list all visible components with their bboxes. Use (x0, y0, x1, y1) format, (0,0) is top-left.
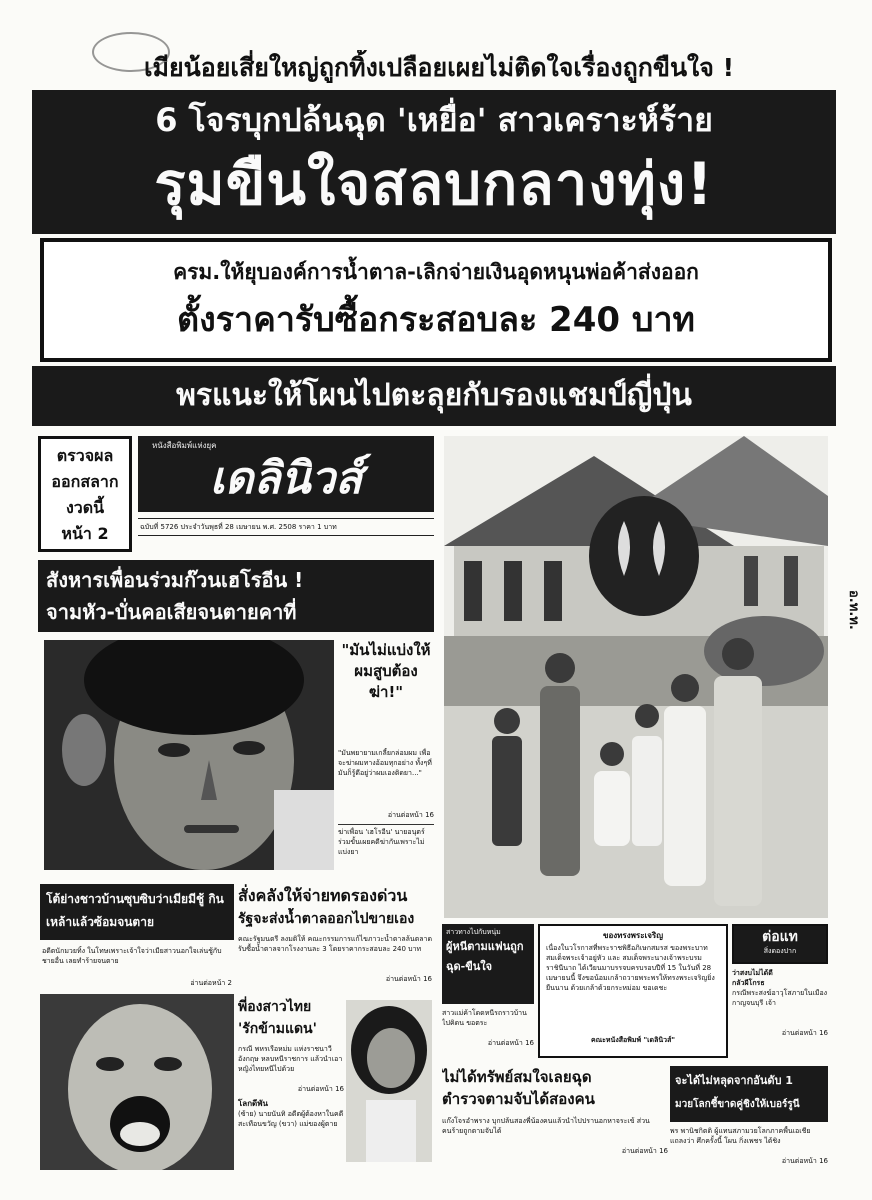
abduction-kicker: สาวทางไปกับหนุ่ม (446, 928, 501, 936)
royal-family-photo (444, 436, 828, 918)
siblings-sub-body: (ซ้าย) นายนันทิ อดีตผู้ต้องหาในคดีสะเทือนขวัญ (ขวา) แม่ของผู้ตาย (238, 1110, 344, 1128)
main-headline-block (32, 90, 836, 234)
sugar-headline-line1: ครม.ให้ยุบองค์การน้ำตาล-เลิกจ่ายเงินอุดหนุนพ่อค้าส่งออก (173, 260, 699, 284)
thief-headline1: ไม่ได้ทรัพย์สมใจเลยฉุด (442, 1068, 592, 1086)
boxing-body: พร พานิชกิตติ ผู้แทนสภามวยโลกภาคพื้นเอเชีย แถลงว่า ศึกครั้งนี้ โผน กิ่งเพชร ได้ชิง (670, 1127, 811, 1145)
royal-family-illustration (444, 436, 828, 918)
siblings-jump: อ่านต่อหน้า 16 (297, 1085, 344, 1093)
sugar-headline-box (40, 238, 832, 362)
boxing-headline2: มวยโลกชี้ขาดคู่ชิงให้เบอร์รูนี (675, 1099, 800, 1110)
screaming-man-illustration (40, 994, 234, 1170)
masthead-name: เดลินิวส์ (209, 453, 363, 504)
sugar-jump: อ่านต่อหน้า 16 (385, 975, 432, 983)
murder-quote: "มันไม่แบ่งให้ผมสูบต้องฆ่า!" (341, 641, 431, 701)
abduction-story (442, 924, 534, 1062)
side-mark: อ.ท.ท. (846, 590, 861, 630)
sugar-headline1: สั่งคลังให้จ่ายทดรองด่วน (238, 886, 408, 905)
thief-story (442, 1066, 668, 1170)
suspect-portrait-photo (44, 640, 334, 870)
main-headline-line1: 6 โจรบุกปล้นฉุด 'เหยื่อ' สาวเคราะห์ร้าย (155, 101, 713, 139)
masthead-dateline: ฉบับที่ 5726 ประจำวันพุธที่ 28 เมษายน พ.ศ. 2508 ราคา 1 บาท (138, 518, 434, 536)
top-kicker: เมียน้อยเสี่ยใหญ่ถูกทิ้งเปลือยเผยไม่ติดใจเรื่องถูกขืนใจ ! (143, 53, 735, 82)
column-item1: ว่าสงบไม่ได้ดี (732, 969, 773, 977)
farmer-headline-block (40, 884, 234, 940)
royal-caption-body: เนื่องในวโรกาสที่พระราชพิธีอภิเษกสมรส ของพระบาทสมเด็จพระเจ้าอยู่หัว และ สมเด็จพระนางเจ้าพระบรมราชินีนาถ ได้เวียนมาบรรจบครบรอบปีที่ 15 ในวันที่ 28 เมษายนนี้ จึงขอน้อมเกล้าถวายพระพรให้ทรงพระเจริญยิ่งยืนนาน ด้วยเกล้าด้วยกระหม่อม ขอเดชะ (546, 944, 715, 992)
masthead (138, 436, 434, 556)
boxing-band-headline: พรแนะให้โผนไปตะลุยกับรองแชมป์ญี่ปุ่น (32, 366, 836, 426)
farmer-jump: อ่านต่อหน้า 2 (190, 979, 232, 987)
lottery-line: ตรวจผล (56, 446, 114, 465)
murder-headline-line1: สังหารเพื่อนร่วมก๊วนเฮโรอีน ! (46, 568, 304, 592)
royal-caption-box (538, 924, 728, 1058)
farmer-body: อดีตนักมวยทิ้ง ในโทษเพราะเจ้าใจว่าเมียสาวนอกใจเล่นชู้กับชายอื่น เลยทำร้ายจนตาย (42, 947, 222, 965)
siblings-story (238, 996, 344, 1170)
masthead-tagline: หนังสือพิมพ์แห่งยุค (152, 441, 217, 450)
column-jump: อ่านต่อหน้า 16 (781, 1029, 828, 1037)
sugar-headline-line2: ตั้งราคารับซื้อกระสอบละ 240 บาท (177, 300, 695, 340)
lottery-line: ออกสลาก (51, 472, 119, 491)
boxing-headline1: จะได้ไม่หลุดจากอันดับ 1 (675, 1074, 793, 1087)
boxing-story (670, 1066, 828, 1170)
column-kicker: ต่อแท (762, 929, 798, 945)
young-woman-photo (346, 1000, 432, 1162)
sugar-story (238, 884, 432, 994)
boxing-jump: อ่านต่อหน้า 16 (781, 1157, 828, 1165)
murder-quote-column (338, 640, 434, 876)
lottery-line: หน้า 2 (61, 524, 109, 543)
siblings-headline2: 'รักข้ามแดน' (238, 1021, 317, 1037)
lottery-box (38, 436, 132, 552)
column-body: กรณีพระสงฆ์อาวุโสภายในเมืองกาญจนบุรี เจ้า (732, 989, 828, 1007)
boxing-headline-block (670, 1066, 828, 1122)
masthead-logo-block (138, 436, 434, 512)
column-box (732, 924, 828, 1062)
lottery-line: งวดนี้ (65, 498, 105, 517)
thief-jump: อ่านต่อหน้า 16 (621, 1147, 668, 1155)
thief-body: แก๊งโจรอำพราง บุกปล้นสองพี่น้องคนแล้วนำไปปรานอกหาจระเข้ ส่วนคนร้ายถูกตามจับได้ (442, 1117, 650, 1135)
screaming-man-photo (40, 994, 234, 1170)
column-kicker2: สิ่งดองปาก (763, 947, 797, 955)
main-headline-line2: รุมขืนใจสลบกลางทุ่ง! (154, 150, 714, 218)
murder-headline-block (38, 560, 434, 632)
farmer-headline: โต้ย่างชาวบ้านซุบซิบว่าเมียมีชู้ กินเหล้าแล้วซ้อมจนตาย (46, 892, 224, 929)
young-woman-illustration (346, 1000, 432, 1162)
siblings-subhead: โลกดีพัน (238, 1099, 268, 1108)
abduction-headline-block (442, 924, 534, 1004)
sugar-body: คณะรัฐมนตรี ลงมติให้ คณะกรรมการแก้ไขภาวะน้ำตาลล้นตลาด รับซื้อน้ำตาลจากโรงงานละ 3 โดยราคากระสอบละ 240 บาท (238, 935, 432, 953)
siblings-headline1: พี่องสาวไทย (238, 999, 312, 1015)
abduction-headline: ผู้หนีตามแฟนถูกฉุด-ขืนใจ (446, 940, 524, 973)
sugar-headline2: รัฐจะส่งน้ำตาลออกไปขายเอง (238, 911, 415, 927)
murder-caption: ฆ่าเพื่อน 'เฮโรอีน' นายอนุตร์ ร่วมขั้นเผยคดีฆ่ากันเพราะไม่แบ่งยา (338, 824, 434, 868)
suspect-portrait-illustration (44, 640, 334, 870)
siblings-body: กรณี พหรเรือหม่ม แห่งราชนาวีอังกฤษ หลบหนีราชการ แล้วนำเอาหญิงไทยหนีไปด้วย (238, 1045, 343, 1073)
royal-caption-signoff: คณะหนังสือพิมพ์ "เดลินิวส์" (590, 1036, 676, 1044)
royal-caption-title: ของทรงพระเจริญ (602, 931, 664, 940)
abduction-jump: อ่านต่อหน้า 16 (487, 1039, 534, 1047)
column-item2: กลัวผีโกรธ (732, 979, 765, 987)
column-kicker-block (732, 924, 828, 964)
thief-headline2: ตำรวจตามจับได้สองคน (442, 1090, 595, 1108)
abduction-body: สาวแม่ค้าโดดหนีรถราวบ้านไปคิดน ขอตระ (442, 1009, 527, 1027)
murder-headline-line2: จามหัว-บั่นคอเสียจนตายคาที่ (46, 600, 297, 624)
murder-jump: อ่านต่อหน้า 16 (387, 811, 434, 819)
murder-body: "มันพยายามเกลี้ยกล่อมผม เพื่อจะฆ่าผมทางอ้อมทุกอย่าง ทั้งๆที่มันก็รู้ดีอยู่ว่าผมเองติดยา..." (338, 749, 432, 777)
